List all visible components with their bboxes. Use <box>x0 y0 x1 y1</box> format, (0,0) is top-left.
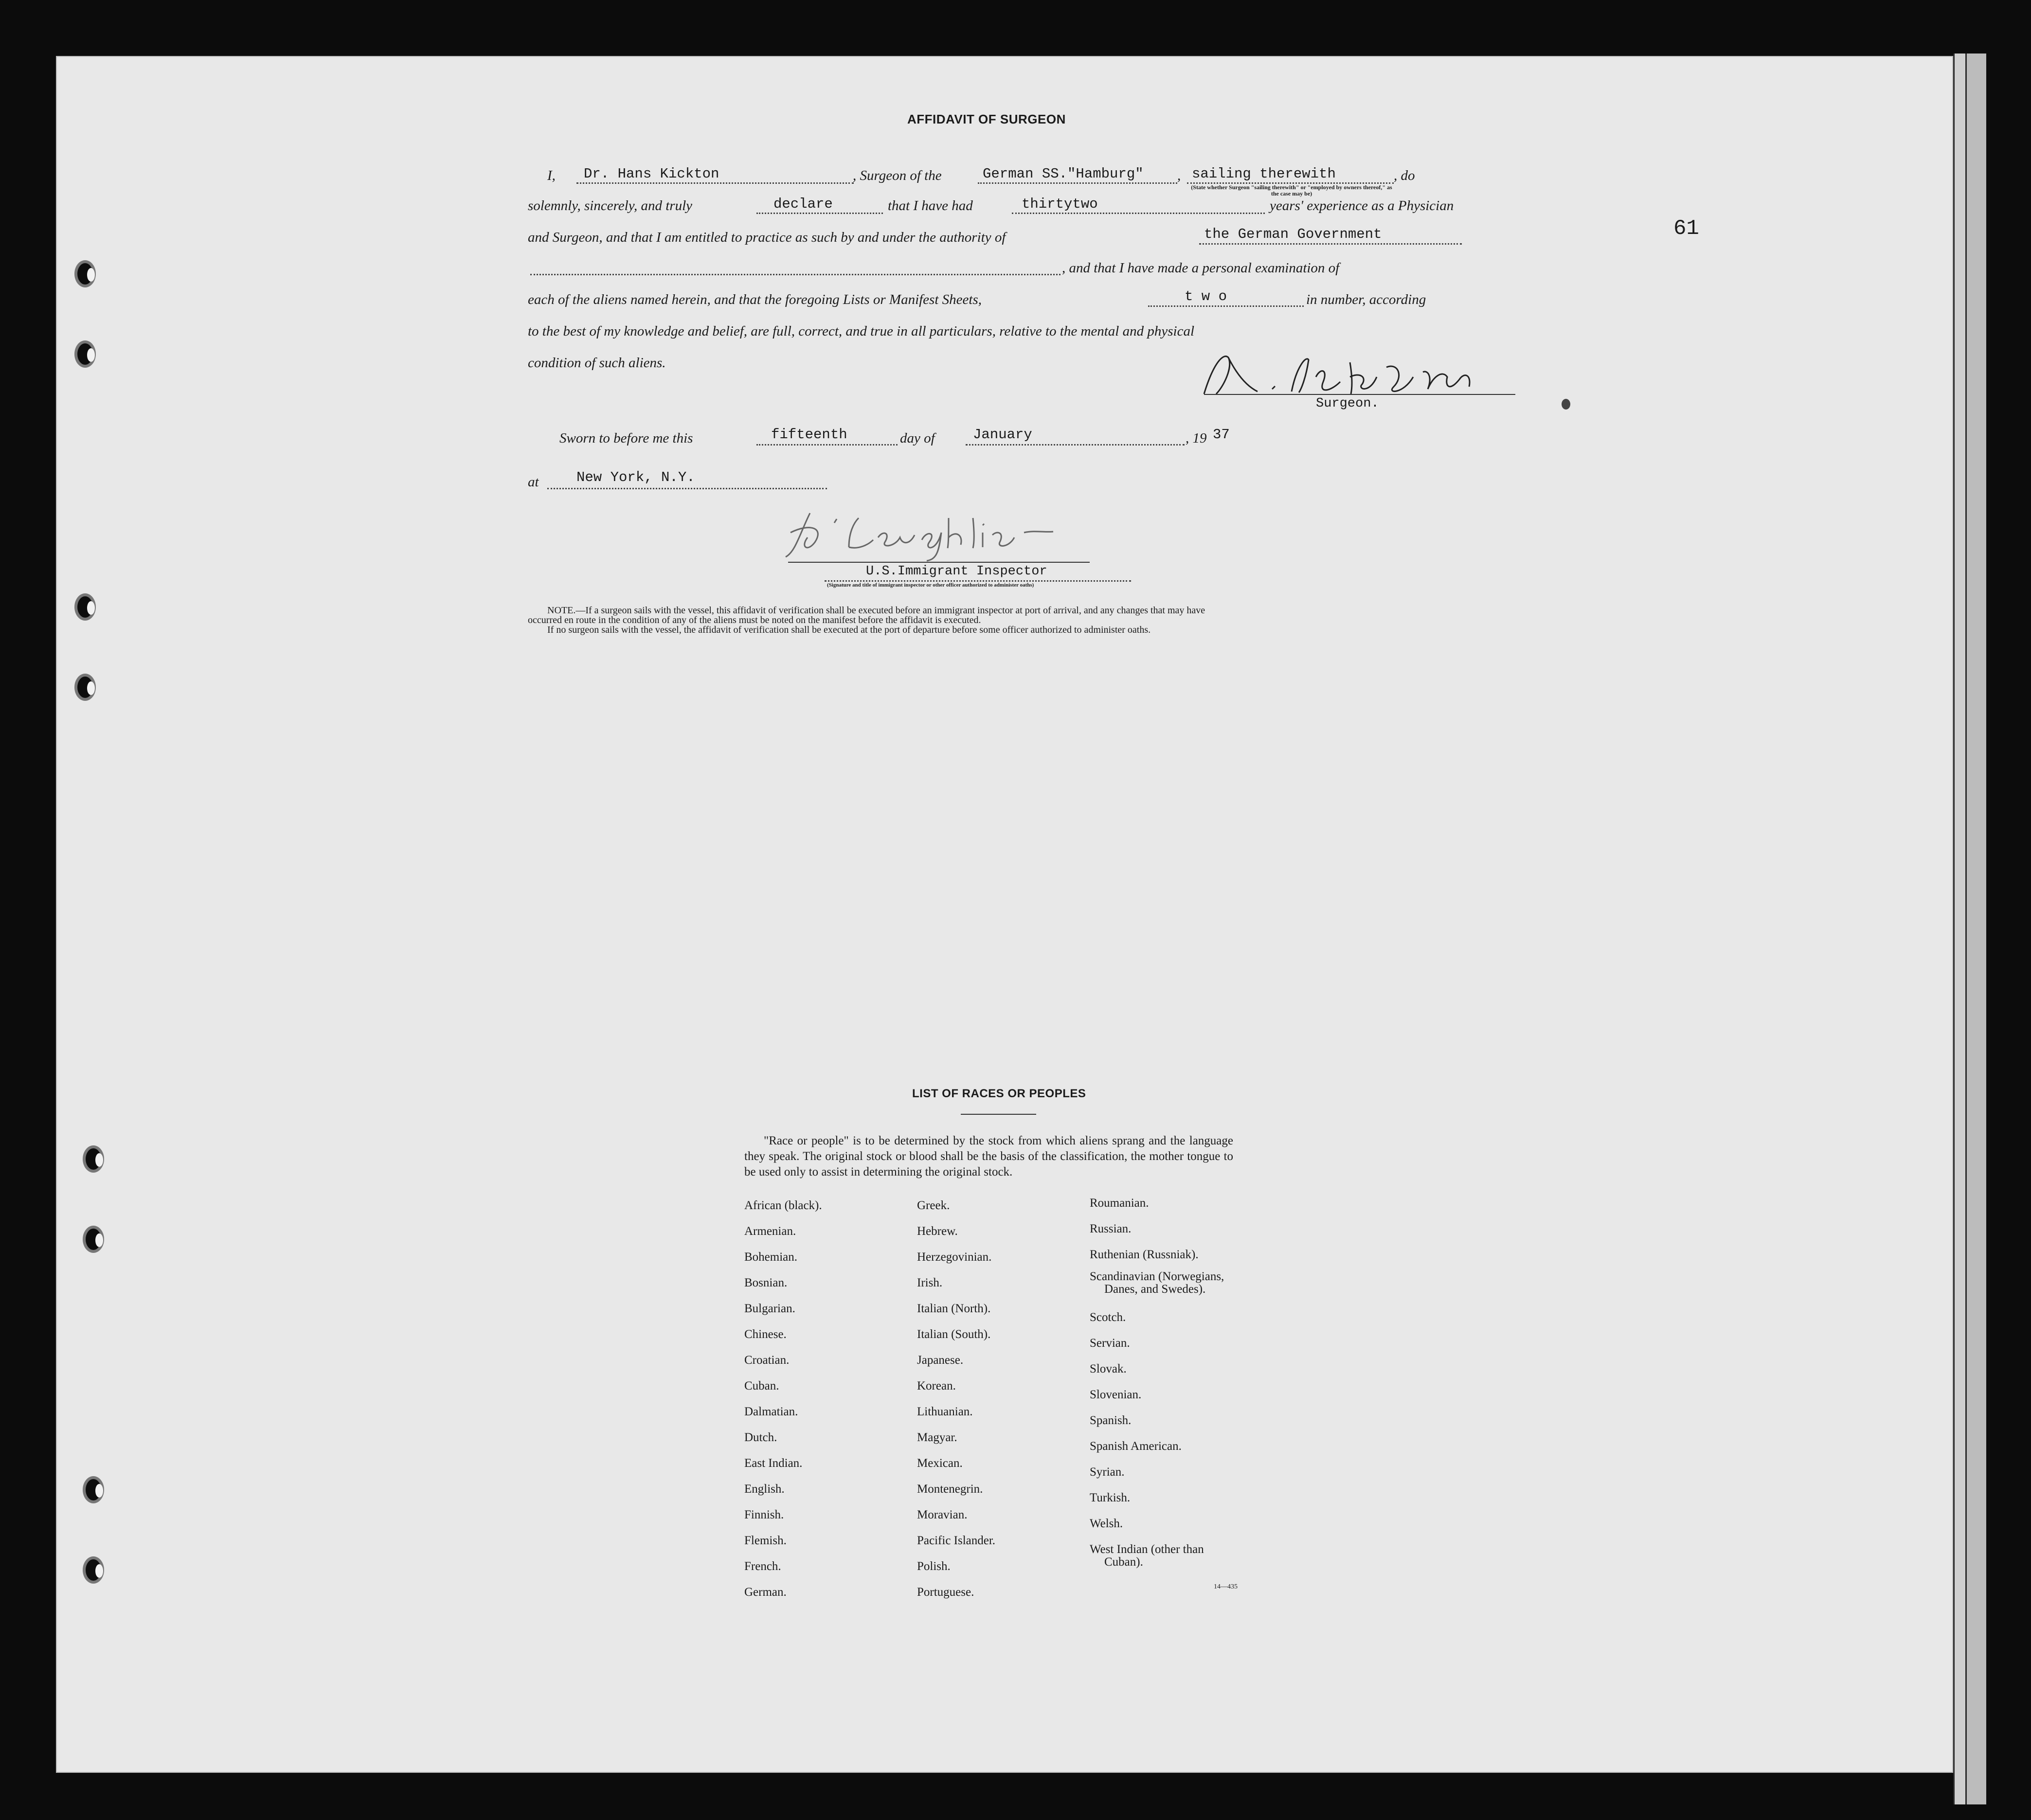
label-examination: , and that I have made a personal examination of <box>1062 260 1340 276</box>
label-day-of: day of <box>900 430 935 446</box>
race-entry: Japanese. <box>917 1354 964 1367</box>
dotted-line <box>1012 213 1265 214</box>
label-aliens: each of the aliens named herein, and that the foregoing Lists or Manifest Sheets, <box>528 292 982 307</box>
dotted-line <box>978 182 1177 184</box>
binder-hole <box>83 1556 104 1584</box>
race-entry: Hebrew. <box>917 1225 958 1238</box>
binder-hole <box>74 593 96 621</box>
label-intro: I, <box>547 168 556 183</box>
surgeon-name: Dr. Hans Kickton <box>584 166 719 182</box>
race-entry: Mexican. <box>917 1457 963 1470</box>
race-entry: Scandinavian (Norwegians, <box>1090 1270 1224 1283</box>
binder-hole <box>83 1476 104 1503</box>
surgeon-sig-label: Surgeon. <box>1316 396 1379 411</box>
race-entry: Montenegrin. <box>917 1482 983 1496</box>
sworn-place: New York, N.Y. <box>576 469 695 485</box>
race-entry: French. <box>744 1560 781 1573</box>
page-stack-edge <box>1965 54 1986 1804</box>
binder-hole <box>74 260 96 287</box>
race-entry: East Indian. <box>744 1457 803 1470</box>
label-number: in number, according <box>1306 292 1426 307</box>
race-entry: Scotch. <box>1090 1311 1126 1324</box>
race-entry: Pacific Islander. <box>917 1534 996 1547</box>
label-had: that I have had <box>888 198 973 214</box>
authority: the German Government <box>1204 226 1382 242</box>
surgeon-signature <box>1194 348 1496 401</box>
years-experience: thirtytwo <box>1022 196 1098 212</box>
label-do: , do <box>1394 168 1415 183</box>
race-entry: Slovak. <box>1090 1362 1127 1375</box>
race-entry: Cuban). <box>1104 1555 1143 1569</box>
race-entry: Italian (South). <box>917 1328 991 1341</box>
sworn-month: January <box>973 427 1032 443</box>
document-page <box>56 56 1953 1773</box>
label-experience: years' experience as a Physician <box>1270 198 1454 214</box>
label-solemnly: solemnly, sincerely, and truly <box>528 198 693 214</box>
race-entry: Herzegovinian. <box>917 1250 992 1264</box>
race-entry: Flemish. <box>744 1534 787 1547</box>
race-entry: Italian (North). <box>917 1302 991 1315</box>
note-line-3: If no surgeon sails with the vessel, the affidavit of verification shall be executed at the port of departure before some officer authorized to administer oaths. <box>547 625 1151 635</box>
surgeon-status: sailing therewith <box>1192 166 1336 182</box>
ink-blot <box>1562 399 1570 410</box>
dotted-line <box>547 488 827 489</box>
race-entry: Bosnian. <box>744 1276 788 1289</box>
race-entry: Irish. <box>917 1276 943 1289</box>
races-title-rule <box>961 1114 1036 1115</box>
label-comma: , <box>1177 168 1181 183</box>
race-entry: West Indian (other than <box>1090 1543 1204 1556</box>
dotted-line <box>1199 243 1462 245</box>
sworn-day: fifteenth <box>771 427 847 443</box>
form-number: 14—435 <box>1214 1583 1238 1590</box>
race-entry: Spanish. <box>1090 1414 1132 1427</box>
note-line-1: NOTE.—If a surgeon sails with the vessel, this affidavit of verification shall be executed before an immigrant inspector at port of arrival, and any changes that may have <box>547 605 1205 616</box>
race-entry: Bulgarian. <box>744 1302 795 1315</box>
label-surgeon-authority: and Surgeon, and that I am entitled to practice as such by and under the authority of <box>528 230 1006 245</box>
race-entry: Welsh. <box>1090 1517 1123 1530</box>
dotted-line <box>825 580 1131 582</box>
vessel-name: German SS."Hamburg" <box>983 166 1144 182</box>
race-entry: Dalmatian. <box>744 1405 798 1418</box>
race-entry: Roumanian. <box>1090 1196 1149 1210</box>
dotted-line <box>756 444 898 446</box>
status-note: (State whether Surgeon "sailing therewith" or "employed by owners thereof," as the case may be) <box>1191 184 1392 197</box>
race-entry: Lithuanian. <box>917 1405 973 1418</box>
races-paragraph: "Race or people" is to be determined by the stock from which aliens sprang and the language they speak. The original stock or blood shall be the basis of the classification, the mother tongue to be used only to assist in determining the original stock. <box>744 1134 1233 1178</box>
declaration-verb: declare <box>773 196 833 212</box>
label-sworn: Sworn to before me this <box>559 430 693 446</box>
inspector-signature-line <box>788 562 1090 563</box>
inspector-signature <box>781 503 1092 562</box>
binder-hole <box>83 1145 104 1173</box>
races-title: LIST OF RACES OR PEOPLES <box>912 1087 1086 1100</box>
race-entry: Greek. <box>917 1199 950 1212</box>
race-entry: Polish. <box>917 1560 951 1573</box>
race-entry: Slovenian. <box>1090 1388 1142 1401</box>
race-entry: Danes, and Swedes). <box>1104 1283 1206 1296</box>
dotted-line <box>530 274 1060 275</box>
label-surgeon-of: , Surgeon of the <box>853 168 942 183</box>
binder-hole <box>74 674 96 701</box>
race-entry: Spanish American. <box>1090 1440 1182 1453</box>
race-entry: Ruthenian (Russniak). <box>1090 1248 1199 1261</box>
note-line-2: occurred en route in the condition of any of the aliens must be noted on the manifest before the affidavit is executed. <box>528 615 981 625</box>
label-knowledge: to the best of my knowledge and belief, are full, correct, and true in all particulars, relative to the mental and physical <box>528 323 1195 339</box>
label-at: at <box>528 474 539 490</box>
label-year-prefix: , 19 <box>1186 430 1207 446</box>
race-entry: Cuban. <box>744 1379 779 1392</box>
label-condition: condition of such aliens. <box>528 355 666 371</box>
dotted-line <box>756 213 883 214</box>
race-entry: Croatian. <box>744 1354 790 1367</box>
race-entry: English. <box>744 1482 785 1496</box>
race-entry: Magyar. <box>917 1431 957 1444</box>
sworn-year: 37 <box>1213 427 1230 443</box>
dotted-line <box>966 444 1185 446</box>
sheets-count: t w o <box>1185 288 1227 304</box>
dotted-line <box>576 182 854 184</box>
race-entry: Finnish. <box>744 1508 784 1521</box>
race-entry: Korean. <box>917 1379 956 1392</box>
binder-hole <box>74 340 96 368</box>
dotted-line <box>1148 305 1304 307</box>
binder-hole <box>83 1226 104 1253</box>
race-entry: Syrian. <box>1090 1465 1125 1479</box>
race-entry: German. <box>744 1586 787 1599</box>
page-number: 61 <box>1673 216 1699 241</box>
race-entry: Moravian. <box>917 1508 968 1521</box>
race-entry: Russian. <box>1090 1222 1132 1235</box>
inspector-note: (Signature and title of immigrant inspector or other officer authorized to administer oaths) <box>827 582 1034 588</box>
race-entry: African (black). <box>744 1199 822 1212</box>
race-entry: Turkish. <box>1090 1491 1131 1504</box>
race-entry: Bohemian. <box>744 1250 798 1264</box>
race-entry: Portuguese. <box>917 1586 974 1599</box>
affidavit-title: AFFIDAVIT OF SURGEON <box>907 112 1066 126</box>
race-entry: Servian. <box>1090 1337 1130 1350</box>
inspector-title: U.S.Immigrant Inspector <box>866 564 1047 579</box>
race-entry: Armenian. <box>744 1225 796 1238</box>
race-entry: Chinese. <box>744 1328 787 1341</box>
signature-line <box>1204 394 1515 395</box>
race-entry: Dutch. <box>744 1431 777 1444</box>
